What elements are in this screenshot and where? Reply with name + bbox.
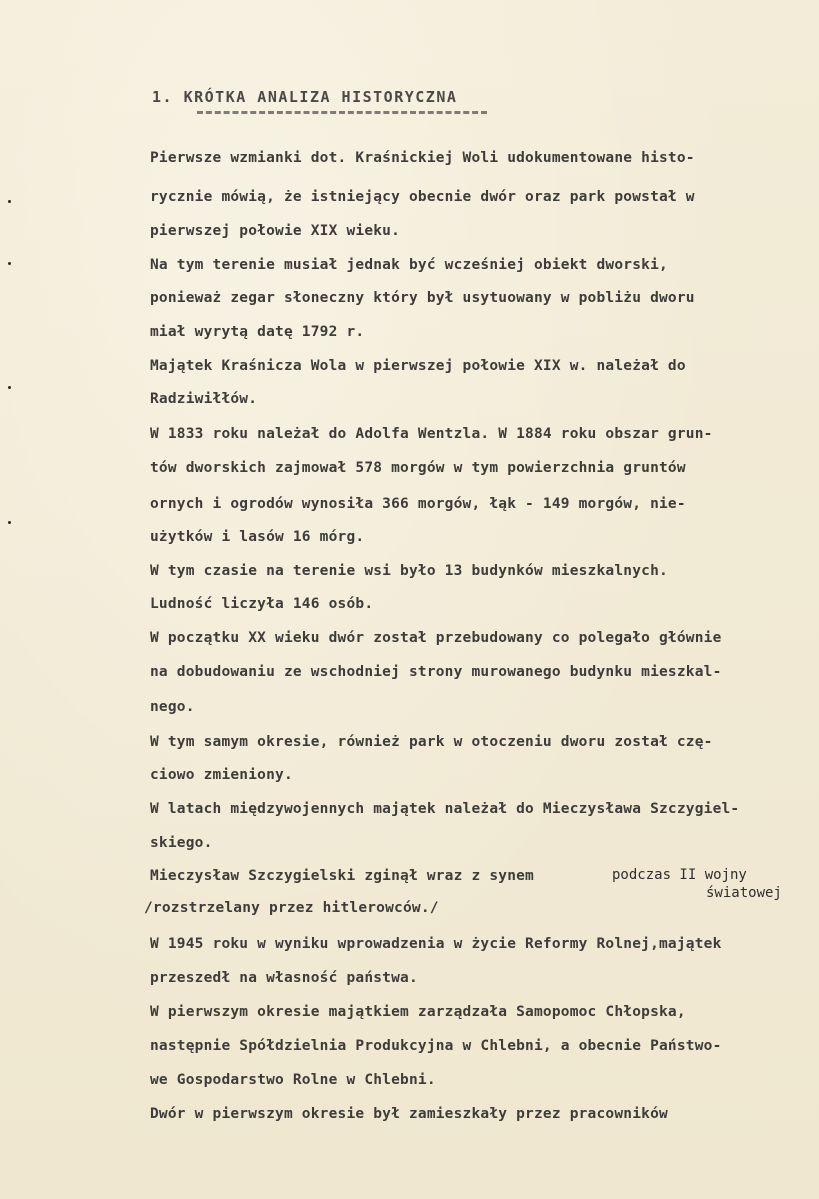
typed-insert-line-2: światowej (706, 885, 782, 901)
text-line: W początku XX wieku dwór został przebudowany co polegało głównie (150, 630, 722, 646)
text-line: W 1945 roku w wyniku wprowadzenia w życie Reformy Rolnej,majątek (150, 936, 722, 952)
text-line: Na tym terenie musiał jednak być wcześniej obiekt dworski, (150, 257, 668, 273)
text-line: użytków i lasów 16 mórg. (150, 529, 365, 545)
text-line: Majątek Kraśnicza Wola w pierwszej połowie XIX w. należał do (150, 358, 686, 374)
text-line: pierwszej połowie XIX wieku. (150, 223, 401, 239)
margin-mark (8, 521, 11, 524)
text-line: Pierwsze wzmianki dot. Kraśnickiej Woli udokumentowane histo- (150, 150, 695, 166)
margin-mark (8, 386, 11, 389)
text-line: W pierwszym okresie majątkiem zarządzała Samopomoc Chłopska, (150, 1004, 686, 1020)
text-line: skiego. (150, 835, 213, 851)
section-heading: 1. KRÓTKA ANALIZA HISTORYCZNA (152, 88, 458, 106)
text-line: W latach międzywojennych majątek należał do Mieczysława Szczygiel- (150, 801, 740, 817)
text-line: Radziwiłłów. (150, 391, 258, 407)
text-line: ponieważ zegar słoneczny który był usytuowany w pobliżu dworu (150, 290, 695, 306)
text-line: tów dworskich zajmował 578 morgów w tym powierzchnia gruntów (150, 460, 686, 476)
text-line: we Gospodarstwo Rolne w Chlebni. (150, 1072, 436, 1088)
text-line: nego. (150, 699, 195, 715)
text-line: W 1833 roku należał do Adolfa Wentzla. W 1884 roku obszar grun- (150, 426, 713, 442)
margin-mark (8, 262, 11, 265)
text-line: Mieczysław Szczygielski zginął wraz z synem (150, 868, 534, 884)
text-line: W tym samym okresie, również park w otoczeniu dworu został czę- (150, 734, 713, 750)
text-line: /rozstrzelany przez hitlerowców./ (144, 900, 439, 916)
text-line: przeszedł na własność państwa. (150, 970, 418, 986)
heading-underline (197, 111, 487, 114)
typed-insert-line-1: podczas II wojny (612, 867, 747, 883)
text-line: Dwór w pierwszym okresie był zamieszkały przez pracowników (150, 1106, 668, 1122)
margin-mark (8, 200, 11, 203)
text-line: rycznie mówią, że istniejący obecnie dwór oraz park powstał w (150, 189, 695, 205)
text-line: miał wyrytą datę 1792 r. (150, 324, 365, 340)
text-line: W tym czasie na terenie wsi było 13 budynków mieszkalnych. (150, 563, 668, 579)
text-line: następnie Spółdzielnia Produkcyjna w Chlebni, a obecnie Państwo- (150, 1038, 722, 1054)
text-line: ornych i ogrodów wynosiła 366 morgów, łąk - 149 morgów, nie- (150, 496, 686, 512)
text-line: Ludność liczyła 146 osób. (150, 596, 374, 612)
text-line: ciowo zmieniony. (150, 767, 293, 783)
text-line: na dobudowaniu ze wschodniej strony murowanego budynku mieszkal- (150, 664, 722, 680)
